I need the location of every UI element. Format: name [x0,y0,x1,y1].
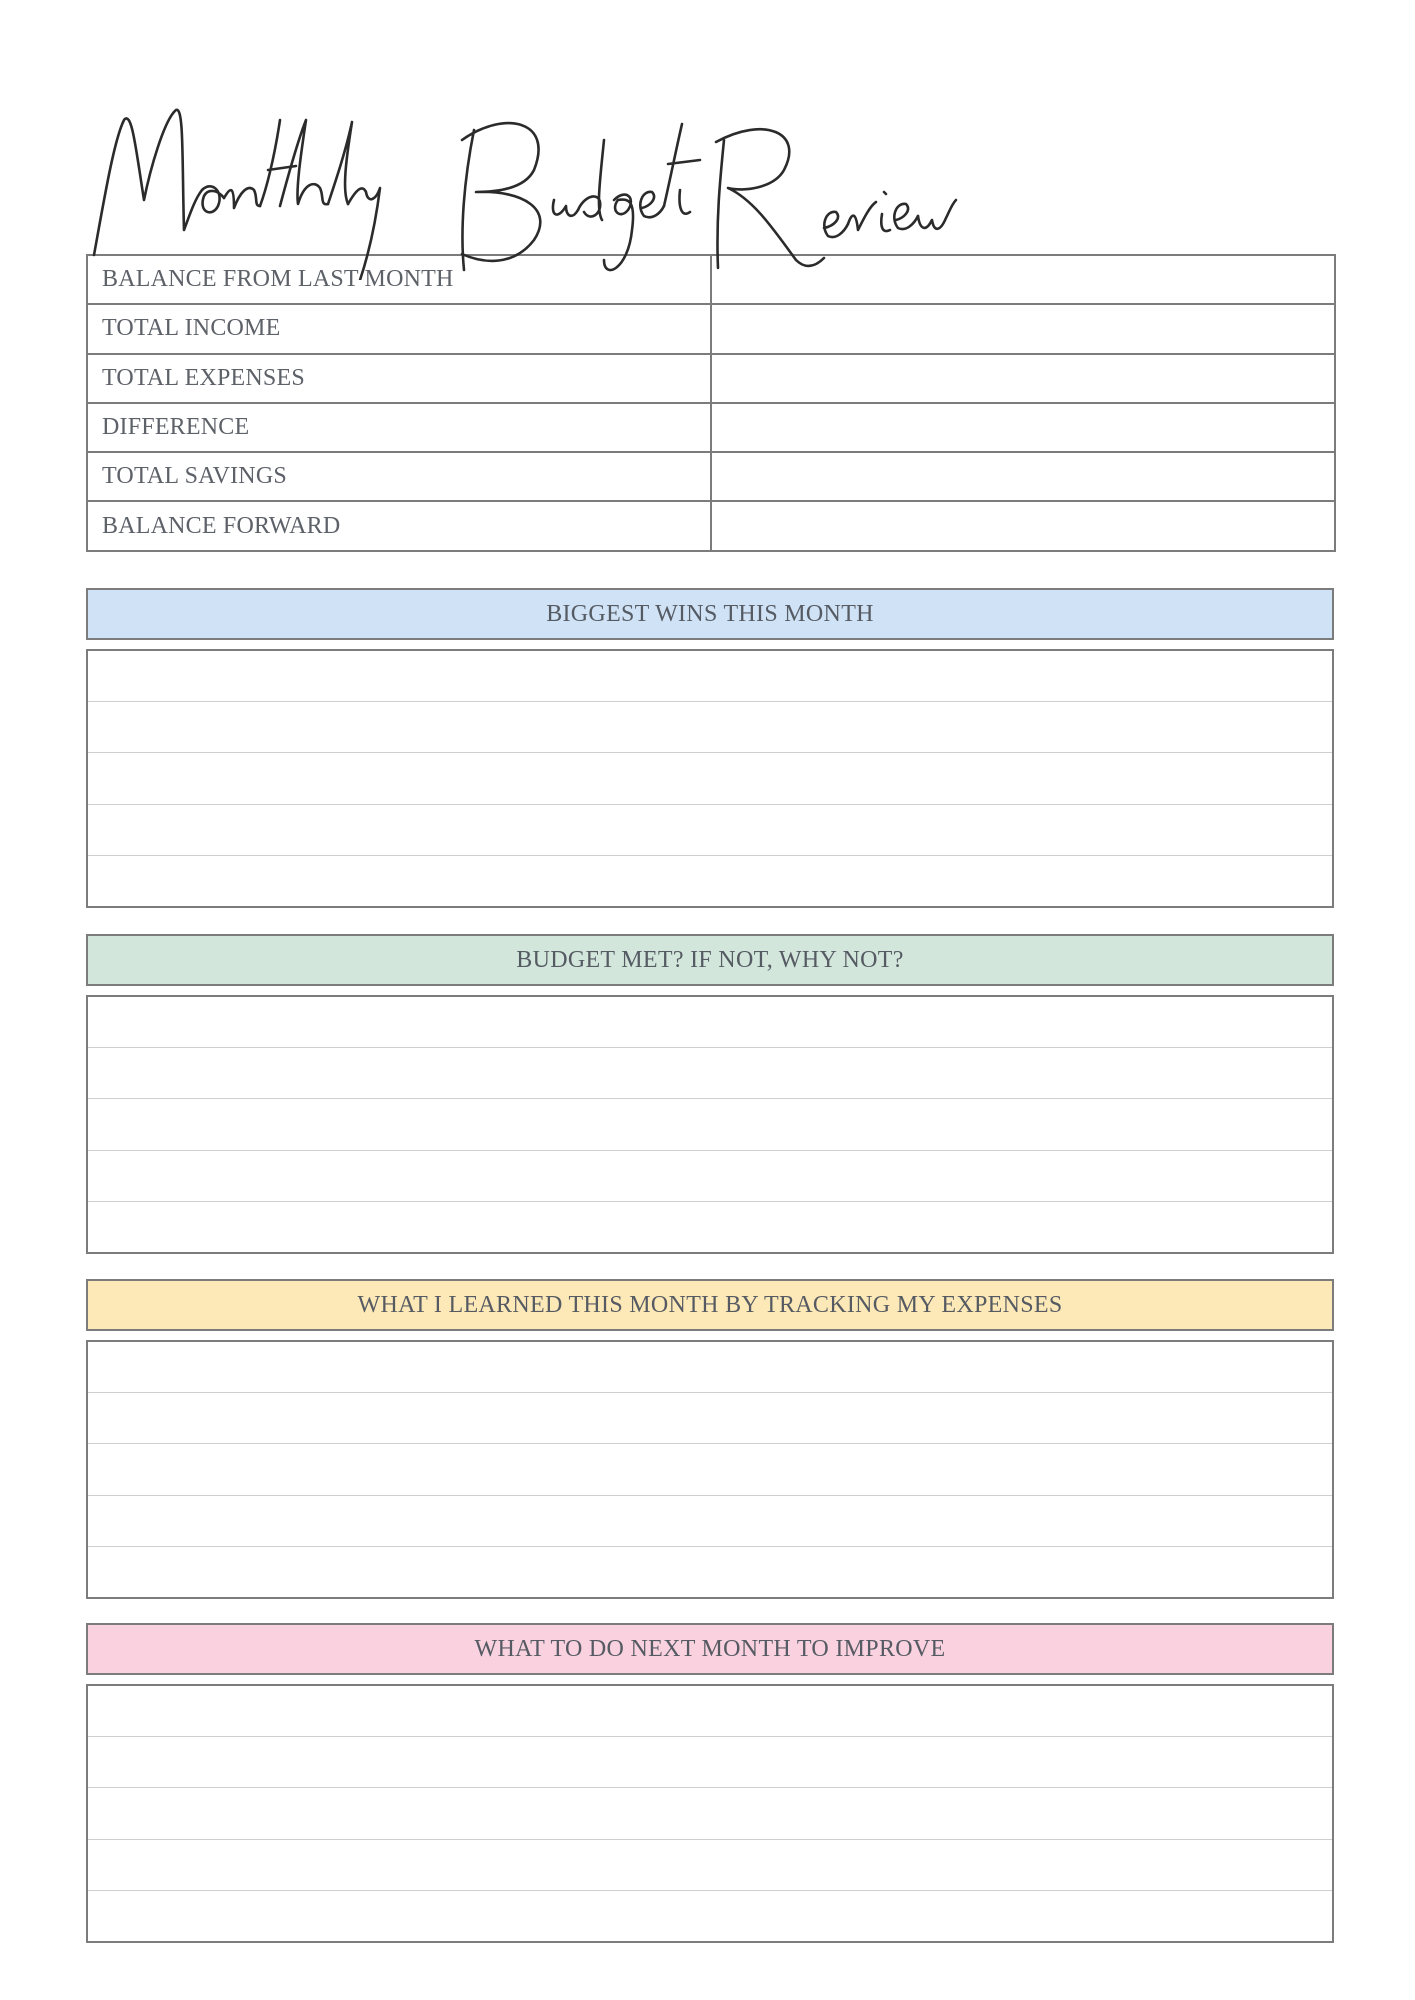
section-biggest-wins [86,588,1334,908]
ruled-line[interactable] [88,1891,1332,1941]
section-heading: WHAT TO DO NEXT MONTH TO IMPROVE [86,1623,1334,1675]
section-heading: WHAT I LEARNED THIS MONTH BY TRACKING MY EXPENSES [86,1279,1334,1331]
ruled-line[interactable] [88,1202,1332,1252]
section-heading: BUDGET MET? IF NOT, WHY NOT? [86,934,1334,986]
ruled-line[interactable] [88,1496,1332,1547]
section-what-i-learned [86,1279,1334,1599]
ruled-line[interactable] [88,1840,1332,1891]
summary-label: BALANCE FORWARD [87,501,711,550]
summary-label: DIFFERENCE [87,403,711,452]
section-heading: BIGGEST WINS THIS MONTH [86,588,1334,640]
summary-label: TOTAL EXPENSES [87,354,711,403]
summary-label: TOTAL SAVINGS [87,452,711,501]
ruled-line[interactable] [88,1686,1332,1737]
summary-value-field[interactable] [711,304,1335,353]
ruled-writing-area[interactable] [86,1684,1334,1943]
ruled-line[interactable] [88,1151,1332,1202]
summary-row-total-expenses [87,354,1335,403]
page-title [84,80,984,280]
ruled-line[interactable] [88,1444,1332,1495]
ruled-line[interactable] [88,651,1332,702]
summary-row-difference [87,403,1335,452]
ruled-line[interactable] [88,1099,1332,1150]
ruled-line[interactable] [88,997,1332,1048]
ruled-line[interactable] [88,856,1332,906]
summary-label: BALANCE FROM LAST MONTH [87,255,711,304]
ruled-writing-area[interactable] [86,995,1334,1254]
summary-value-field[interactable] [711,255,1335,304]
summary-table [86,254,1336,552]
ruled-line[interactable] [88,1788,1332,1839]
ruled-line[interactable] [88,1342,1332,1393]
ruled-line[interactable] [88,1737,1332,1788]
summary-row-total-savings [87,452,1335,501]
summary-row-balance-from-last-month [87,255,1335,304]
ruled-line[interactable] [88,753,1332,804]
ruled-writing-area[interactable] [86,1340,1334,1599]
summary-row-total-income [87,304,1335,353]
title-script-art [84,80,984,280]
section-next-month-improve [86,1623,1334,1943]
summary-value-field[interactable] [711,354,1335,403]
ruled-writing-area[interactable] [86,649,1334,908]
summary-row-balance-forward [87,501,1335,550]
ruled-line[interactable] [88,805,1332,856]
summary-value-field[interactable] [711,403,1335,452]
ruled-line[interactable] [88,1393,1332,1444]
ruled-line[interactable] [88,1048,1332,1099]
summary-value-field[interactable] [711,452,1335,501]
summary-label: TOTAL INCOME [87,304,711,353]
summary-value-field[interactable] [711,501,1335,550]
ruled-line[interactable] [88,702,1332,753]
section-budget-met [86,934,1334,1254]
ruled-line[interactable] [88,1547,1332,1597]
